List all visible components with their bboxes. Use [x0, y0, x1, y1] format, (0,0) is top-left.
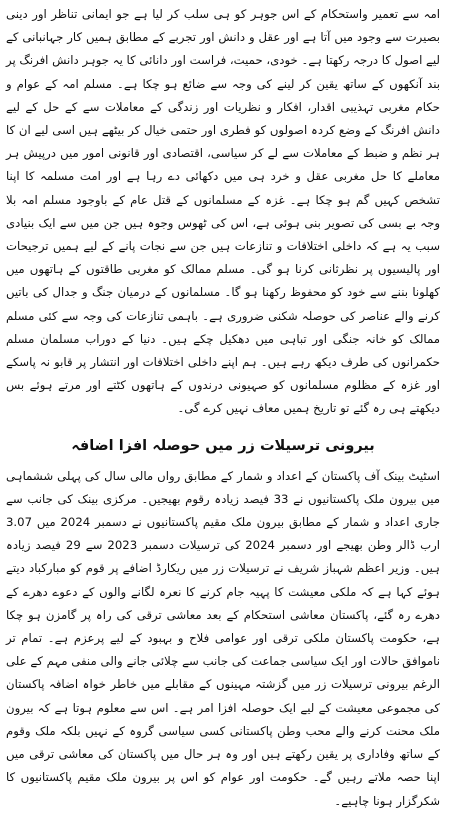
- article-paragraph-2: اسٹیٹ بینک آف پاکستان کے اعداد و شمار کے مطابق رواں مالی سال کی پہلی ششماہی میں بیرون ملک پاکستانیوں نے 33 فیصد زیادہ رقوم بھیجیں۔ مرکزی بینک کی جانب سے جاری اعداد و شمار کے مطابق بیرون ملک مقیم پاکستانیوں نے دسمبر 2024 میں 3.07 ارب ڈالر وطن بھیجے اور دسمبر 2024 کی ترسیلات دسمبر 2023 سے 29 فیصد زیادہ ہیں۔ وزیر اعظم شہباز شریف نے ترسیلات زر میں ریکارڈ اضافے پر قوم کو مبارکباد دیتے ہوئے کہا ہے کہ ملکی معیشت کا پہیہ جام کرنے کا نعرہ لگانے والوں کے دعوے دھرے کے دھرے رہ گئے، پاکستان معاشی استحکام کے بعد معاشی ترقی کی راہ پر گامزن ہو چکا ہے، حکومت پاکستان ملکی ترقی اور عوامی فلاح و بہبود کے لیے پرعزم ہے۔ تمام تر ناموافق حالات اور ایک سیاسی جماعت کی جانب سے چلائی جانے والی منفی مہم کے علی الرغم بیرونی ترسیلات زر میں گزشتہ مہینوں کے مقابلے میں خاطر خواہ اضافہ پاکستان کی مجموعی معیشت کے لیے ایک حوصلہ افزا امر ہے۔ اس سے معلوم ہوتا ہے کہ بیرون ملک محنت کرنے والے محب وطن پاکستانی کسی سیاسی گروہ کے نہیں بلکہ ملک وقوم کے ساتھ وفاداری پر یقین رکھتے ہیں اور وہ ہر حال میں پاکستان کی معاشی ترقی میں اپنا حصہ ملاتے رہیں گے۔ حکومت اور عوام کو اس پر بیرون ملک مقیم پاکستانیوں کا شکرگزار ہونا چاہیے۔: [6, 468, 441, 808]
- section-heading: بیرونی ترسیلات زر میں حوصلہ افزا اضافہ: [71, 437, 375, 454]
- article-paragraph-1: امہ سے تعمیر واستحکام کے اس جوہر کو ہی سلب کر لیا ہے جو ایمانی تناظر اور دینی بصیرت سے وجود میں آتا ہے اور عقل و دانش اور تجربے کے مطابق ہمیں کار جہانبانی کے لیے اصول کا درجہ رکھتا ہے۔ خودی، حمیت، فراست اور دانائی کا یہ جوہر دانش افرنگ پر بند آنکھوں کے ساتھ یقین کر لینے کی وجہ سے ضائع ہو چکا ہے۔ مسلم امہ کے عوام و حکام مغربی تہذیبی اقدار، افکار و نظریات اور زندگی کے معاملات سے کے حل کے لیے دانش افرنگ کے وضع کردہ اصولوں کو فطری اور حتمی خیال کر بیٹھے ہیں اسی لیے ان کا ہر نظم و ضبط کے معاملات سے لے کر سیاسی، اقتصادی اور قانونی امور میں درپیش ہر معاملے کا حل مغربی عقل و خرد ہی میں دکھائی دے رہا ہے اور امت مسلمہ کا اپنا تشخص کہیں گم ہو چکا ہے۔ غزہ کے مسلمانوں کے قتل عام کے باوجود مسلم امہ بلا وجہ بے بسی کی تصویر بنی ہوئی ہے، اس کی ٹھوس وجوہ ہیں جن میں سے ایک بنیادی سبب یہ ہے کہ داخلی اختلافات و تنازعات ہیں جن سے نجات پانے کے لیے ہمیں ترجیحات اور پالیسیوں پر نظرثانی کرنا ہو گی۔ مسلم ممالک کو مغربی طاقتوں کے ہاتھوں میں کھلونا بننے سے خود کو محفوظ رکھنا ہو گا۔ مسلمانوں کے درمیان جنگ و جدال کی باتیں کرنے والے عناصر کی حوصلہ شکنی ضروری ہے۔ باہمی تنازعات کی وجہ سے کئی مسلم ممالک کو خانہ جنگی اور تباہی میں دھکیل چکے ہیں۔ دنیا کے دوراب مسلمان مسلم حکمرانوں کی طرف دیکھ رہے ہیں۔ ہم اپنے داخلی اختلافات اور انتشار پر قابو نہ پاسکے اور غزہ کے مظلوم مسلمانوں کو صہیونی درندوں کے ہاتھوں کٹتے اور مرتے ہوئے بس دیکھتے ہی رہ گئے تو تاریخ ہمیں معاف نہیں کرے گی۔: [6, 7, 440, 416]
